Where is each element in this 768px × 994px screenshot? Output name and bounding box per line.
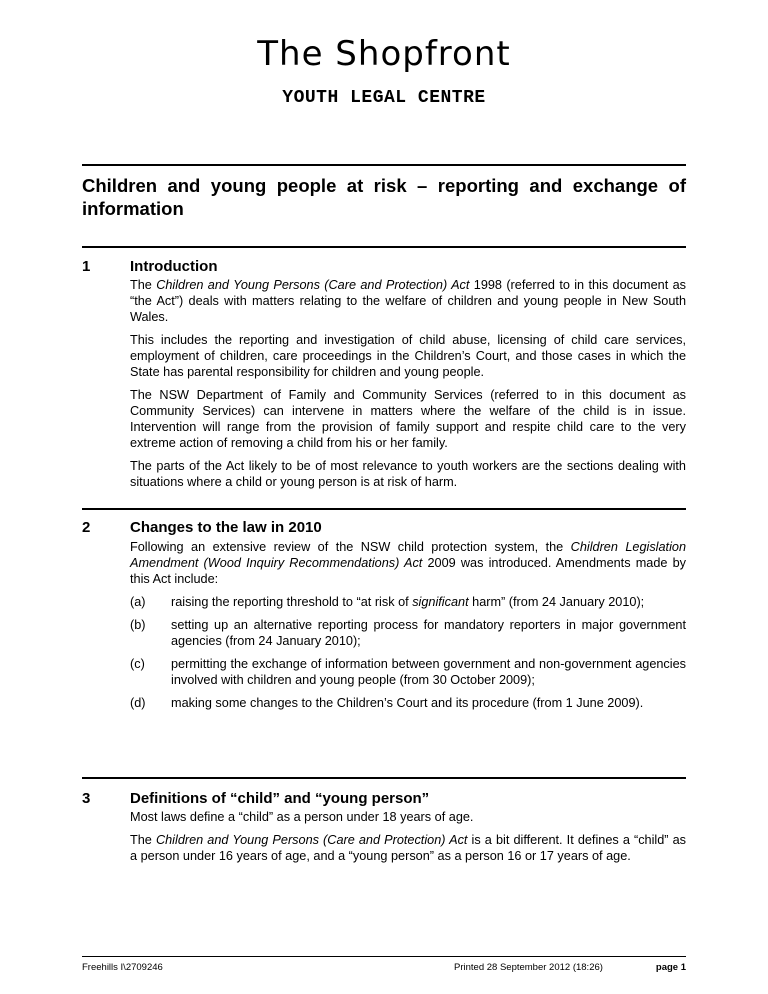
section-2-body [130,539,686,718]
footer-reference: Freehills I\2709246 [82,962,163,973]
divider-top [82,164,686,166]
footer-divider [82,956,686,957]
section-3-body [130,809,686,871]
section-1-paragraph-1: The Children and Young Persons (Care and Protection) Act 1998 (referred to in this document as “the Act”) deals with matters relating to the welfare of children and young people in New South Wales. [130,278,686,324]
section-2-number: 2 [82,519,91,536]
divider-section-2 [82,508,686,510]
logo-title: The Shopfront [257,34,511,74]
section-3-paragraph-2: The Children and Young Persons (Care and Protection) Act is a bit different. It defines a “child” as a person under 16 years of age, and a “young person” as a person 16 or 17 years of age. [130,833,687,863]
section-2-heading: Changes to the law in 2010 [130,519,322,536]
list-item-a: (a) raising the reporting threshold to “at risk of significant harm” (from 24 January 2010); [130,595,645,609]
section-1-paragraph-2: This includes the reporting and investigation of child abuse, licensing of child care services, employment of children, care proceedings in the Children’s Court, and those cases in which the State has parental responsibility for children and young people. [130,333,686,379]
list-item-b: (b) setting up an alternative reporting process for mandatory reporters in major government agencies (from 24 January 2010); [130,618,686,648]
section-2-intro: Following an extensive review of the NSW child protection system, the Children Legislation Amendment (Wood Inquiry Recommendations) Act 2009 was introduced. Amendments made by this Act include: [130,540,687,586]
section-3-number: 3 [82,790,91,807]
list-item-c: (c) permitting the exchange of information between government and non-government agencies involved with children and young people (from 30 October 2009); [130,657,686,687]
footer-page-number: page 1 [655,962,686,973]
list-item-d: (d) making some changes to the Children’s Court and its procedure (from 1 June 2009). [130,696,644,710]
logo-subtitle: YOUTH LEGAL CENTRE [282,88,486,108]
section-1-heading: Introduction [130,258,218,275]
logo [0,32,768,108]
document-title: Children and young people at risk – reporting and exchange of information [82,175,686,219]
section-1-body [130,277,686,497]
section-1-paragraph-3: The NSW Department of Family and Community Services (referred to in this document as Community Services) can intervene in matters where the welfare of the child is in issue. Intervention will range from the provision of family support and respite child care to the very extreme action of removing a child from his or her family. [130,388,686,450]
section-3-heading: Definitions of “child” and “young person” [130,790,430,807]
divider-section-3 [82,777,686,779]
divider-section-1 [82,246,686,248]
section-1-paragraph-4: The parts of the Act likely to be of most relevance to youth workers are the sections dealing with situations where a child or young person is at risk of harm. [130,459,686,489]
footer-printed-date: Printed 28 September 2012 (18:26) [454,962,603,973]
section-3-paragraph-1: Most laws define a “child” as a person under 18 years of age. [130,810,474,824]
section-1-number: 1 [82,258,91,275]
